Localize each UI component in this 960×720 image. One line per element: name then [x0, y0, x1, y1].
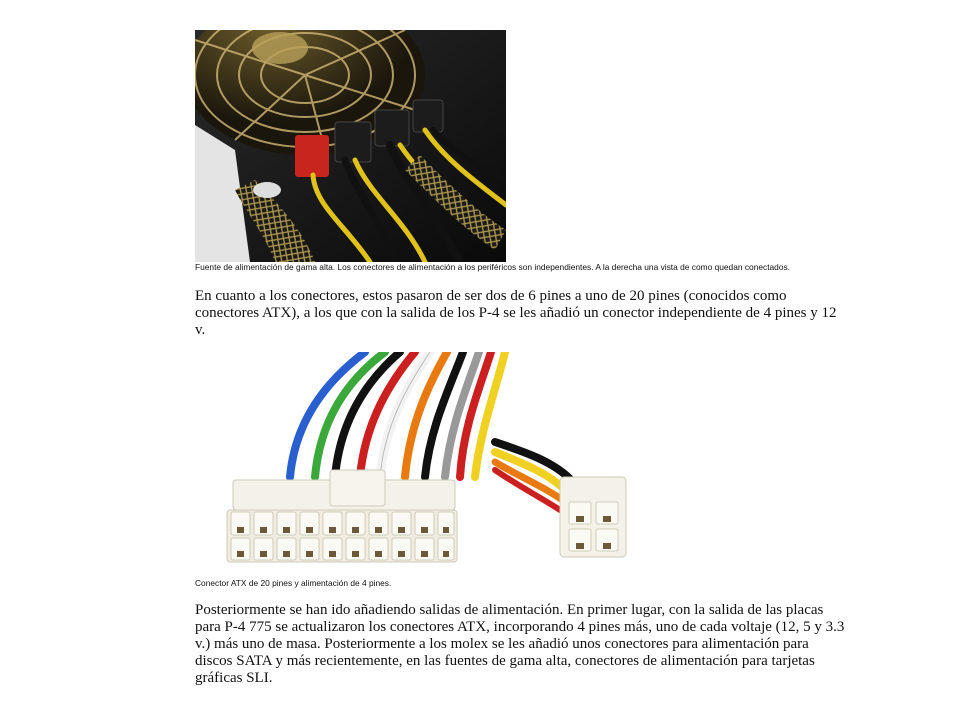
paragraph-connectors [195, 288, 835, 339]
paragraph-line: v.) más uno de masa. Posteriormente a los molex se les añadió unos conectores para alimentación para [195, 636, 809, 652]
paragraph-line: Posteriormente se han ido añadiendo salidas de alimentación. En primer lugar, con la salida de las placas [195, 602, 824, 618]
power-supply-caption: Fuente de alimentación de gama alta. Los conectores de alimentación a los periféricos son independientes. A la derecha una vista de como quedan conectados. [195, 262, 791, 272]
paragraph-line: para P-4 775 se actualizaron los conectores ATX, incorporando 4 pines más, uno de cada voltaje (12, 5 y 3.3 [195, 619, 845, 635]
paragraph-line: gráficas SLI. [195, 670, 273, 686]
atx-connector-caption: Conector ATX de 20 pines y alimentación de 4 pines. [195, 578, 392, 588]
atx-connector-photo [195, 352, 635, 576]
power-supply-photo [195, 30, 506, 262]
paragraph-line: discos SATA y más recientemente, en las fuentes de gama alta, conectores de alimentación para tarjetas [195, 653, 815, 669]
paragraph-power-outputs [195, 602, 845, 687]
paragraph-line: En cuanto a los conectores, estos pasaron de ser dos de 6 pines a uno de 20 pines (conocidos como [195, 288, 787, 304]
paragraph-line: v. [195, 322, 206, 338]
paragraph-line: conectores ATX), a los que con la salida de los P-4 se les añadió un conector independiente de 4 pines y 12 [195, 305, 837, 321]
